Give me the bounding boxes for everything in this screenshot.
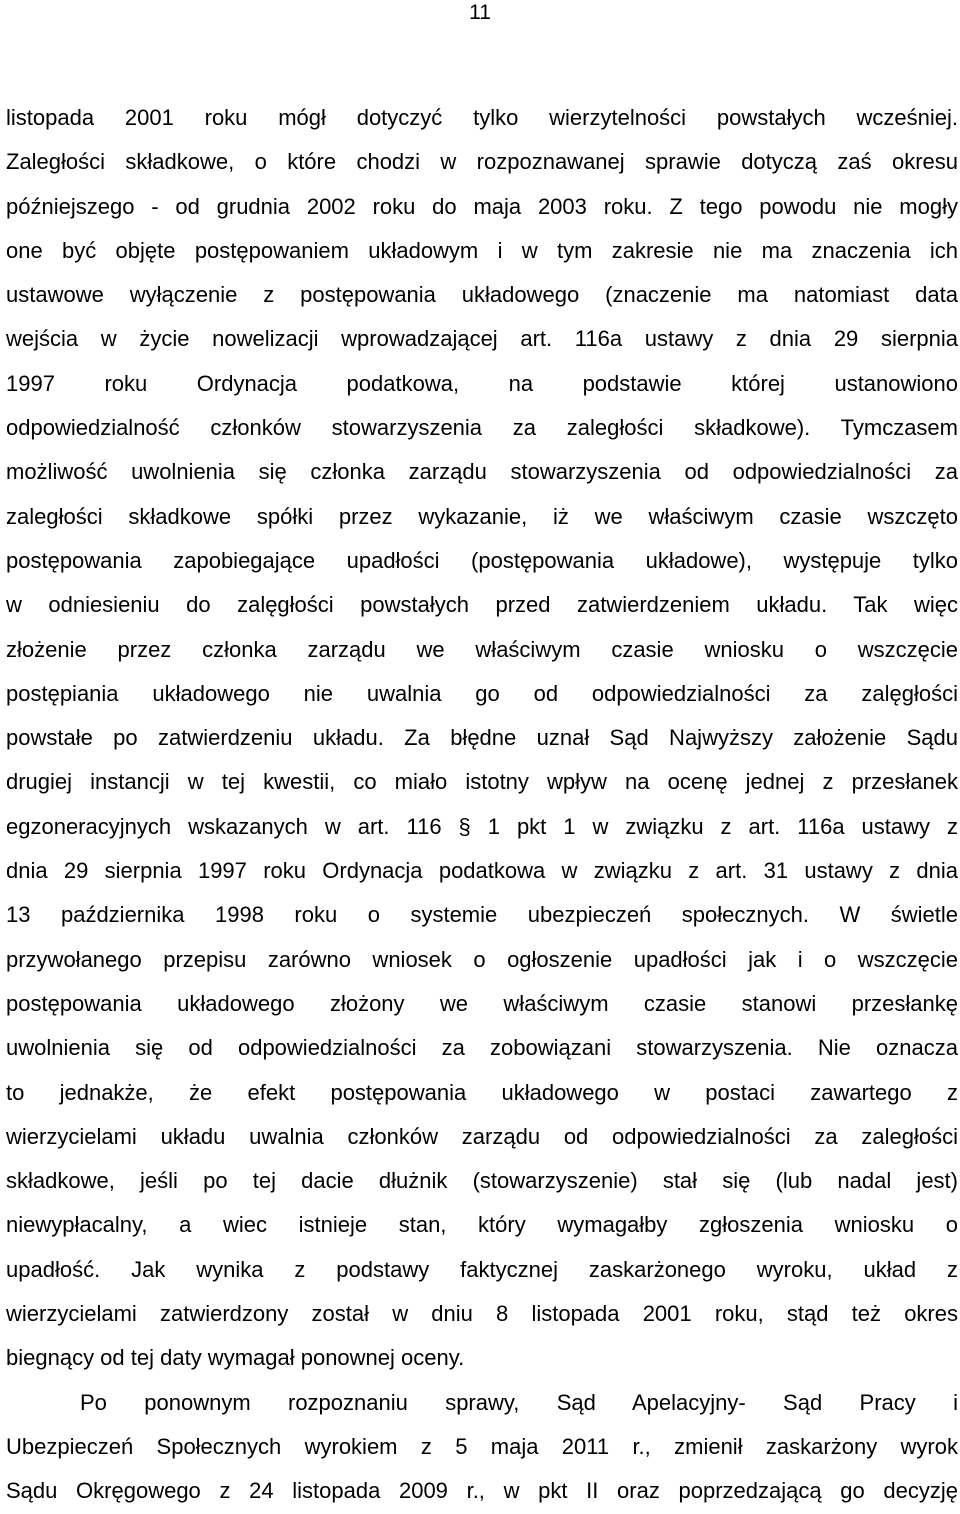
text-line: egzoneracyjnych wskazanych w art. 116 § 1 pkt 1 w związku z art. 116a ustawy z bbox=[6, 813, 958, 839]
text-line: Po ponownym rozpoznaniu sprawy, Sąd Apelacyjny- Sąd Pracy i bbox=[80, 1389, 958, 1415]
text-line: złożenie przez członka zarządu we właściwym czasie wniosku o wszczęcie bbox=[6, 636, 958, 662]
text-line: biegnący od tej daty wymagał ponownej oceny. bbox=[6, 1345, 465, 1371]
text-line: uwolnienia się od odpowiedzialności za zobowiązani stowarzyszenia. Nie oznacza bbox=[6, 1035, 958, 1061]
text-line: możliwość uwolnienia się członka zarządu stowarzyszenia od odpowiedzialności za bbox=[6, 459, 958, 485]
text-line: przywołanego przepisu zarówno wniosek o ogłoszenie upadłości jak i o wszczęcie bbox=[6, 946, 958, 972]
text-line: późniejszego - od grudnia 2002 roku do maja 2003 roku. Z tego powodu nie mogły bbox=[6, 193, 958, 219]
text-line: w odniesieniu do zalęgłości powstałych przed zatwierdzeniem układu. Tak więc bbox=[6, 592, 958, 618]
text-line: wierzycielami zatwierdzony został w dniu 8 listopada 2001 roku, stąd też okres bbox=[6, 1301, 958, 1327]
text-line: Ubezpieczeń Społecznych wyrokiem z 5 maja 2011 r., zmienił zaskarżony wyrok bbox=[6, 1433, 958, 1459]
text-line: 1997 roku Ordynacja podatkowa, na podstawie której ustanowiono bbox=[6, 370, 958, 396]
paragraph-2 bbox=[6, 1381, 958, 1514]
text-line: 13 października 1998 roku o systemie ubezpieczeń społecznych. W świetle bbox=[6, 902, 958, 928]
text-line: postępowania zapobiegające upadłości (postępowania układowe), występuje tylko bbox=[6, 547, 958, 573]
text-line: one być objęte postępowaniem układowym i w tym zakresie nie ma znaczenia ich bbox=[6, 237, 958, 263]
text-line: listopada 2001 roku mógł dotyczyć tylko wierzytelności powstałych wcześniej. bbox=[6, 105, 958, 130]
text-line: Sądu Okręgowego z 24 listopada 2009 r., w pkt II oraz poprzedzającą go decyzję bbox=[6, 1478, 958, 1504]
text-line: to jednakże, że efekt postępowania układowego w postaci zawartego z bbox=[6, 1079, 958, 1105]
text-line: wierzycielami układu uwalnia członków zarządu od odpowiedzialności za zaległości bbox=[6, 1123, 958, 1149]
text-line: postępowania układowego złożony we właściwym czasie stanowi przesłankę bbox=[6, 990, 958, 1016]
text-line: upadłość. Jak wynika z podstawy faktycznej zaskarżonego wyroku, układ z bbox=[6, 1256, 958, 1282]
text-line: niewypłacalny, a wiec istnieje stan, który wymagałby zgłoszenia wniosku o bbox=[6, 1212, 958, 1238]
paragraph-1 bbox=[6, 96, 958, 1381]
text-line: składkowe, jeśli po tej dacie dłużnik (stowarzyszenie) stał się (lub nadal jest) bbox=[6, 1168, 958, 1194]
document-body bbox=[6, 96, 958, 1514]
text-line: powstałe po zatwierdzeniu układu. Za błędne uznał Sąd Najwyższy założenie Sądu bbox=[6, 725, 958, 751]
text-line: zaległości składkowe spółki przez wykazanie, iż we właściwym czasie wszczęto bbox=[6, 503, 958, 529]
text-line: postępiania układowego nie uwalnia go od odpowiedzialności za zalęgłości bbox=[6, 680, 958, 706]
text-line: dnia 29 sierpnia 1997 roku Ordynacja podatkowa w związku z art. 31 ustawy z dnia bbox=[6, 858, 958, 884]
text-line: odpowiedzialność członków stowarzyszenia za zaległości składkowe). Tymczasem bbox=[6, 415, 958, 441]
text-line: Zaległości składkowe, o które chodzi w rozpoznawanej sprawie dotyczą zaś okresu bbox=[6, 149, 958, 175]
text-line: ustawowe wyłączenie z postępowania układowego (znaczenie ma natomiast data bbox=[6, 282, 958, 308]
text-line: wejścia w życie nowelizacji wprowadzającej art. 116a ustawy z dnia 29 sierpnia bbox=[6, 326, 958, 352]
page-number: 11 bbox=[469, 1, 491, 24]
text-line: drugiej instancji w tej kwestii, co miało istotny wpływ na ocenę jednej z przesłanek bbox=[6, 769, 958, 795]
